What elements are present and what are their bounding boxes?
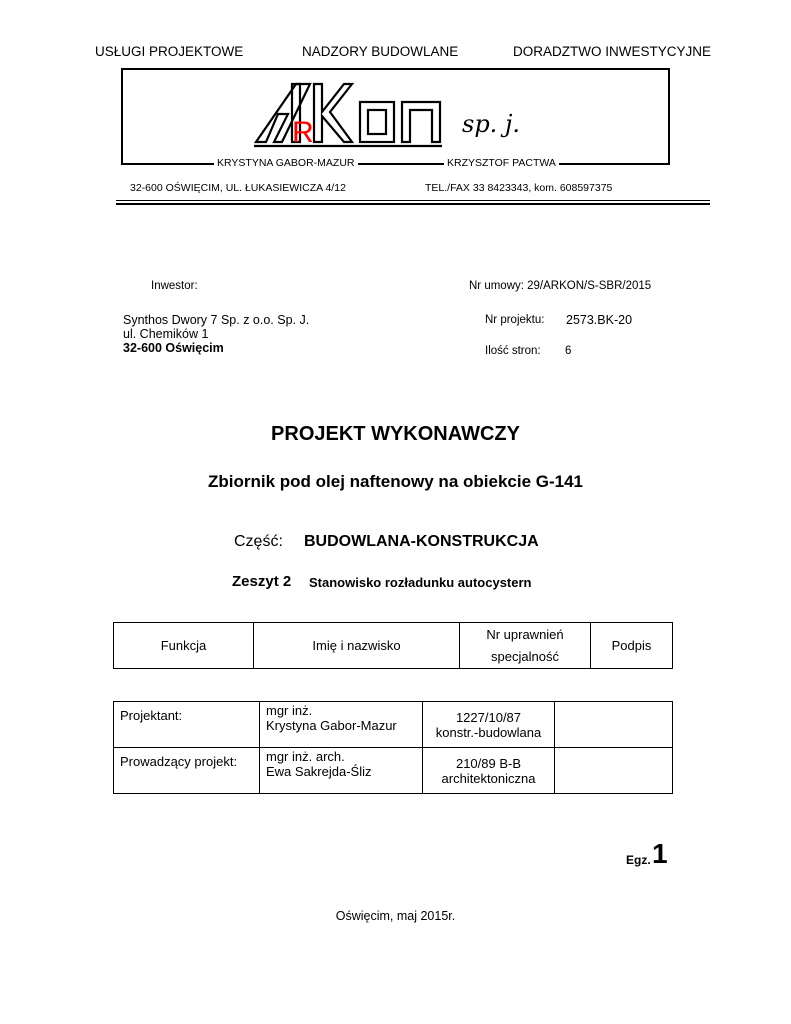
row-license xyxy=(423,748,555,794)
row-role: Projektant: xyxy=(114,702,260,748)
logo-red-letter: R xyxy=(292,116,314,149)
volume-value: Stanowisko rozładunku autocystern xyxy=(309,575,532,590)
row-license-specialty: architektoniczna xyxy=(441,771,536,786)
row-signature-cell xyxy=(555,748,673,794)
col-signature: Podpis xyxy=(591,623,673,669)
col-license-line-1: Nr uprawnień xyxy=(486,626,564,642)
part-label: Część: xyxy=(234,533,283,550)
row-license xyxy=(423,702,555,748)
signature-table xyxy=(113,701,673,794)
place-and-date: Oświęcim, maj 2015r. xyxy=(335,909,456,923)
document-subtitle: Zbiornik pod olej naftenowy na obiekcie G-141 xyxy=(207,472,583,491)
row-person-name: Ewa Sakrejda-Śliz xyxy=(266,764,372,779)
company-phone: TEL./FAX 33 8423343, kom. 608597375 xyxy=(425,182,613,194)
partner-2: KRZYSZTOF PACTWA xyxy=(444,157,559,169)
volume-label: Zeszyt 2 xyxy=(232,573,292,590)
col-name: Imię i nazwisko xyxy=(254,623,460,669)
col-license xyxy=(460,623,591,669)
investor-street: ul. Chemików 1 xyxy=(123,327,209,341)
row-person xyxy=(260,748,423,794)
document-title: PROJEKT WYKONAWCZY xyxy=(271,423,520,445)
investor-city: 32-600 Oświęcim xyxy=(123,341,224,355)
row-person-title: mgr inż. arch. xyxy=(266,749,345,764)
row-license-specialty: konstr.-budowlana xyxy=(435,725,542,740)
header-service-design: USŁUGI PROJEKTOWE xyxy=(95,44,244,59)
company-address: 32-600 OŚWIĘCIM, UL. ŁUKASIEWICZA 4/12 xyxy=(130,182,346,194)
page-count-value: 6 xyxy=(565,345,572,357)
agreement-number: Nr umowy: 29/ARKON/S-SBR/2015 xyxy=(469,280,652,292)
table-row xyxy=(114,748,673,794)
header-service-consulting: DORADZTWO INWESTYCYJNE xyxy=(513,44,711,59)
header-divider-thick xyxy=(116,203,710,205)
investor-label: Inwestor: xyxy=(151,280,198,292)
arkon-logo xyxy=(252,78,452,150)
project-number-value: 2573.BK-20 xyxy=(566,313,633,327)
row-license-number: 210/89 B-B xyxy=(455,756,522,771)
row-person xyxy=(260,702,423,748)
row-license-number: 1227/10/87 xyxy=(455,710,522,725)
col-function: Funkcja xyxy=(114,623,254,669)
row-person-title: mgr inż. xyxy=(266,703,313,718)
row-signature-cell xyxy=(555,702,673,748)
company-form: sp. j. xyxy=(462,110,521,138)
investor-name: Synthos Dwory 7 Sp. z o.o. Sp. J. xyxy=(123,313,310,327)
page-count-label: Ilość stron: xyxy=(485,345,541,357)
copy-number: 1 xyxy=(652,838,668,869)
table-row xyxy=(114,702,673,748)
row-role: Prowadzący projekt: xyxy=(114,748,260,794)
signature-header-table xyxy=(113,622,673,669)
col-license-line-2: specjalność xyxy=(491,648,559,664)
header-divider xyxy=(116,200,710,201)
partner-1: KRYSTYNA GABOR-MAZUR xyxy=(214,157,358,169)
part-value: BUDOWLANA-KONSTRUKCJA xyxy=(304,533,539,550)
project-number-label: Nr projektu: xyxy=(485,314,545,326)
header-service-supervision: NADZORY BUDOWLANE xyxy=(302,44,459,59)
copy-label: Egz. xyxy=(626,853,651,867)
row-person-name: Krystyna Gabor-Mazur xyxy=(266,718,397,733)
